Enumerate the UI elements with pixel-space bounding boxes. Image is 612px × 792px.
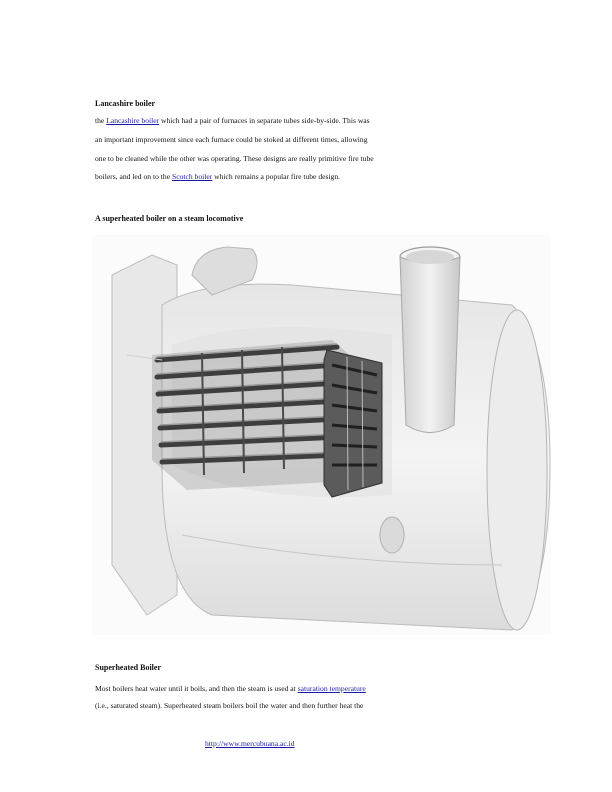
- saturation-temperature-link[interactable]: saturation temperature: [297, 684, 366, 693]
- text-fragment: boilers, and led on to the: [95, 172, 172, 181]
- superheater-tube-bundle: [152, 340, 382, 497]
- outlet-pipe: [380, 517, 404, 553]
- scotch-boiler-link[interactable]: Scotch boiler: [171, 172, 213, 181]
- paragraph-line: an important improvement since each furnace could be stoked at different times, allowing: [95, 135, 368, 144]
- paragraph-line: one to be cleaned while the other was operating. These designs are really primitive fire tube: [95, 154, 374, 163]
- boiler-illustration: [92, 235, 551, 635]
- text-fragment: which remains a popular fire tube design.: [212, 172, 341, 181]
- section-heading-superheated-locomotive: A superheated boiler on a steam locomotive: [95, 214, 244, 223]
- lancashire-boiler-link[interactable]: Lancashire boiler: [106, 116, 160, 125]
- section-heading-lancashire: Lancashire boiler: [95, 99, 156, 108]
- text-fragment: which had a pair of furnaces in separate tubes side-by-side. This was: [159, 116, 370, 125]
- shell-end: [487, 310, 547, 630]
- footer-url-link[interactable]: http://www.mercubuana.ac.id: [205, 739, 295, 748]
- chimney-pipe: [400, 257, 460, 433]
- paragraph-line: [95, 172, 340, 181]
- paragraph-line: [95, 684, 366, 693]
- paragraph-line: [95, 116, 370, 125]
- chimney-opening: [406, 250, 454, 264]
- text-fragment: Most boilers heat water until it boils, and then the steam is used at: [95, 684, 298, 693]
- text-fragment: the: [95, 116, 107, 125]
- boiler-cutaway-image: [92, 235, 551, 635]
- section-heading-superheated-boiler: Superheated Boiler: [95, 663, 161, 672]
- paragraph-line: (i.e., saturated steam). Superheated steam boilers boil the water and then further heat the: [95, 701, 364, 710]
